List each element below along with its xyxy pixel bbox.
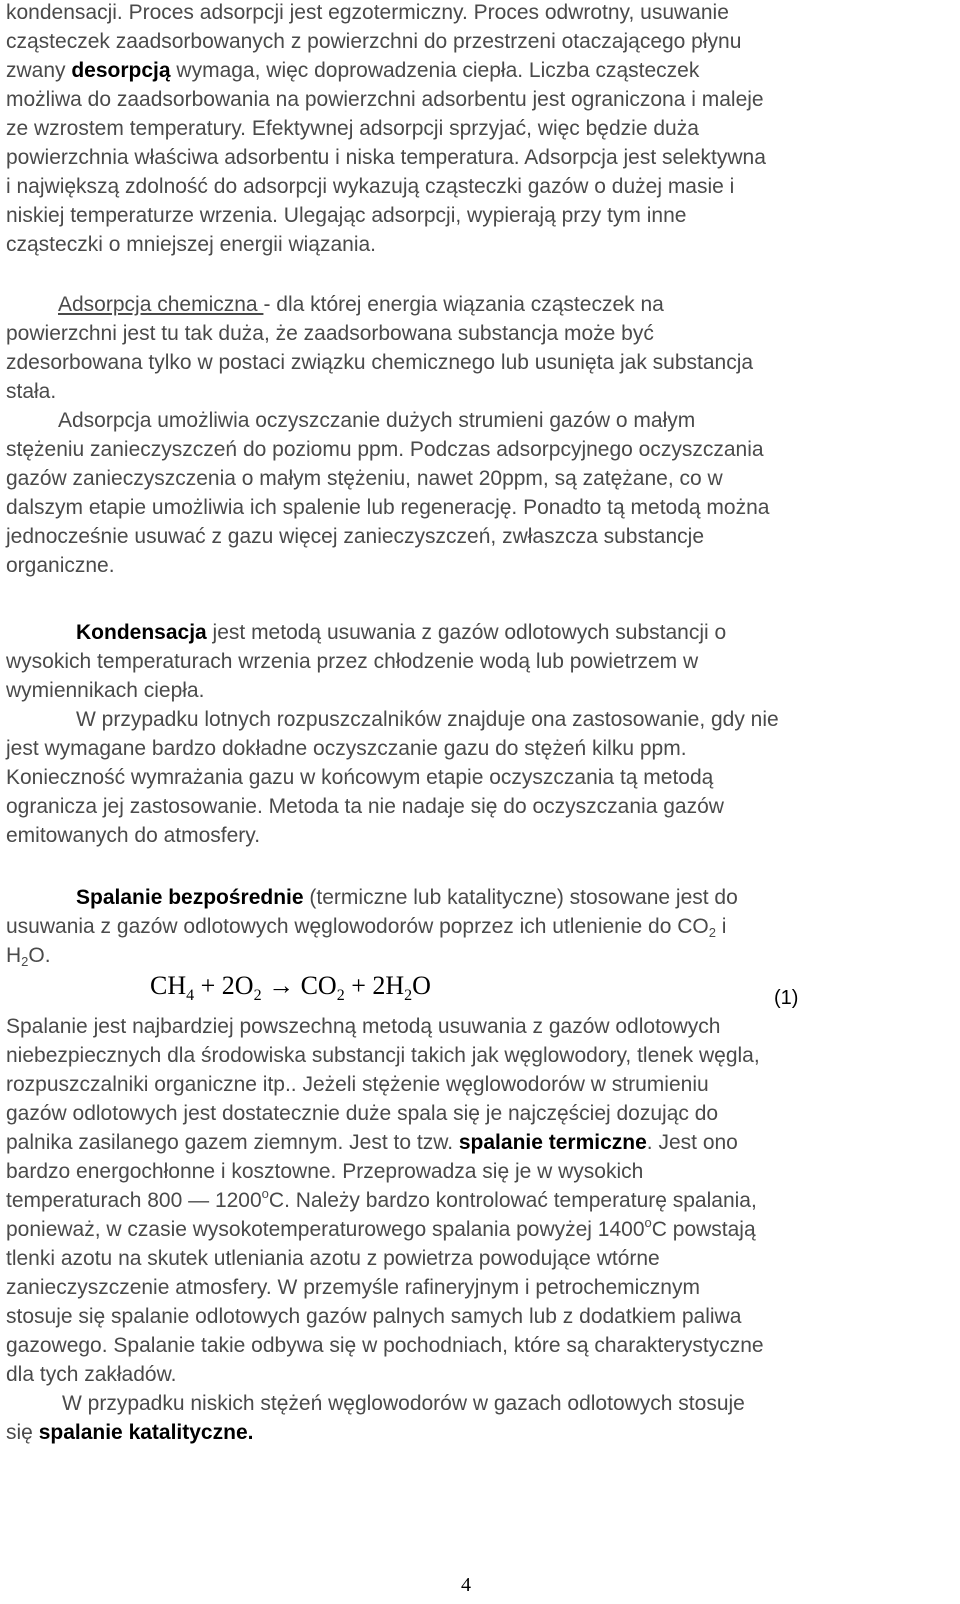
text-line: niskiej temperaturze wrzenia. Ulegając adsorpcji, wypierają przy tym inne [6, 204, 687, 227]
text-line: wysokich temperaturach wrzenia przez chłodzenie wodą lub powietrzem w [6, 650, 699, 673]
text-line [6, 1186, 936, 1215]
text-line: ogranicza jej zastosowanie. Metoda ta nie nadaje się do oczyszczania gazów [6, 795, 724, 818]
term-desorpcja: desorpcją [71, 59, 171, 82]
term-kondensacja: Kondensacja [76, 621, 207, 644]
text-line [6, 290, 936, 319]
text-span: (termiczne lub katalityczne) stosowane jest do [303, 886, 738, 909]
text-span: - dla której energia wiązania cząsteczek na [263, 293, 664, 316]
text-span: usuwania z gazów odlotowych węglowodorów poprzez ich utlenienie do CO [6, 915, 709, 938]
text-line: powierzchnia właściwa adsorbentu i niska temperatura. Adsorpcja jest selektywna [6, 146, 766, 169]
text-span: C. Należy bardzo kontrolować temperaturę spalania, [268, 1189, 757, 1212]
text-line: cząsteczek zaadsorbowanych z powierzchni do przestrzeni otaczającego płynu [6, 30, 742, 53]
subscript: 2 [21, 954, 29, 969]
text-line [6, 912, 936, 941]
text-line: emitowanych do atmosfery. [6, 824, 261, 847]
text-line: jest wymagane bardzo dokładne oczyszczanie gazu do stężeń kilku ppm. [6, 737, 687, 760]
text-line: powierzchni jest tu tak duża, że zaadsorbowana substancja może być [6, 322, 654, 345]
text-line: bardzo energochłonne i kosztowne. Przeprowadza się je w wysokich [6, 1160, 644, 1183]
text-span: się [6, 1421, 39, 1444]
text-line: jednocześnie usuwać z gazu więcej zanieczyszczeń, zwłaszcza substancje [6, 525, 705, 548]
paragraph-combustion-details [6, 1012, 936, 1447]
text-span: i [715, 915, 727, 938]
text-line [6, 1215, 936, 1244]
paragraph-chemical-adsorption [6, 290, 936, 580]
subscript: 4 [186, 987, 195, 1004]
equation-term: + 2H [344, 971, 405, 1000]
term-spalanie-bezposrednie: Spalanie bezpośrednie [76, 886, 304, 909]
text-line: stosuje się spalanie odlotowych gazów palnych samych lub z dodatkiem paliwa [6, 1305, 742, 1328]
text-line: dalszym etapie umożliwia ich spalenie lub regenerację. Ponadto tą metodą można [6, 496, 770, 519]
chemical-equation [150, 971, 431, 1004]
paragraph-adsorption-process [6, 0, 936, 259]
text-span: H [6, 944, 22, 967]
text-line [6, 56, 936, 85]
text-span: Adsorpcja umożliwia oczyszczanie dużych strumieni gazów o małym [58, 409, 696, 432]
page-number: 4 [461, 1574, 471, 1596]
text-line: kondensacji. Proces adsorpcji jest egzotermiczny. Proces odwrotny, usuwanie [6, 1, 729, 24]
text-line: Spalanie jest najbardziej powszechną metodą usuwania z gazów odlotowych [6, 1015, 721, 1038]
text-line: organiczne. [6, 554, 115, 577]
text-line: gazów odlotowych jest dostatecznie duże spala się je najczęściej dozując do [6, 1102, 719, 1125]
text-span: palnika zasilanego gazem ziemnym. Jest to tzw. [6, 1131, 459, 1154]
paragraph-direct-combustion [6, 883, 936, 970]
text-span: jest metodą usuwania z gazów odlotowych substancji o [206, 621, 727, 644]
term-adsorpcja-chemiczna: Adsorpcja chemiczna [58, 293, 264, 316]
text-span: ponieważ, w czasie wysokotemperaturowego spalania powyżej 1400 [6, 1218, 645, 1241]
text-line: gazów zanieczyszczenia o małym stężeniu, nawet 20ppm, są zatężane, co w [6, 467, 723, 490]
text-line [6, 1418, 936, 1447]
term-spalanie-termiczne: spalanie termiczne [458, 1131, 647, 1154]
text-span: W przypadku lotnych rozpuszczalników znajduje ona zastosowanie, gdy nie [76, 708, 779, 731]
equation-term: + 2O [194, 971, 254, 1000]
superscript: o [261, 1186, 269, 1201]
equation-term: CH [150, 971, 187, 1000]
text-line: zanieczyszczenie atmosfery. W przemyśle rafineryjnym i petrochemicznym [6, 1276, 700, 1299]
text-line: stężeniu zanieczyszczeń do poziomu ppm. Podczas adsorpcyjnego oczyszczania [6, 438, 764, 461]
text-line [6, 705, 936, 734]
subscript: 2 [404, 987, 413, 1004]
text-line: dla tych zakładów. [6, 1363, 177, 1386]
text-line: cząsteczki o mniejszej energii wiązania. [6, 233, 376, 256]
text-line: możliwa do zaadsorbowania na powierzchni adsorbentu jest ograniczona i maleje [6, 88, 764, 111]
text-line [6, 883, 936, 912]
text-line [6, 406, 936, 435]
text-span: temperaturach 800 — 1200 [6, 1189, 262, 1212]
text-line: wymiennikach ciepła. [6, 679, 205, 702]
text-line [6, 941, 936, 970]
text-line [6, 1128, 936, 1157]
text-span: . Jest ono [646, 1131, 738, 1154]
equation-term: O [412, 971, 431, 1000]
text-line: zdesorbowana tylko w postaci związku chemicznego lub usunięta jak substancja [6, 351, 754, 374]
equation-number: (1) [774, 987, 799, 1009]
equation-term: → CO [261, 971, 337, 1000]
text-span: wymaga, więc doprowadzenia ciepła. Liczba cząsteczek [170, 59, 700, 82]
text-line [6, 618, 936, 647]
text-line: rozpuszczalniki organiczne itp.. Jeżeli stężenie węglowodorów w strumieniu [6, 1073, 709, 1096]
text-span: zwany [6, 59, 72, 82]
paragraph-condensation [6, 618, 936, 850]
term-spalanie-katalityczne: spalanie katalityczne. [38, 1421, 254, 1444]
subscript: 2 [708, 925, 716, 940]
subscript: 2 [253, 987, 262, 1004]
text-line: niebezpiecznych dla środowiska substancji takich jak węglowodory, tlenek węgla, [6, 1044, 760, 1067]
text-line: Konieczność wymrażania gazu w końcowym etapie oczyszczania tą metodą [6, 766, 714, 789]
superscript: o [644, 1215, 652, 1230]
text-line: i największą zdolność do adsorpcji wykazują cząsteczki gazów o dużej masie i [6, 175, 735, 198]
text-span: W przypadku niskich stężeń węglowodorów w gazach odlotowych stosuje [62, 1392, 745, 1415]
text-line: ze wzrostem temperatury. Efektywnej adsorpcji sprzyjać, więc będzie duża [6, 117, 699, 140]
text-line: gazowego. Spalanie takie odbywa się w pochodniach, które są charakterystyczne [6, 1334, 764, 1357]
text-line [6, 1389, 936, 1418]
text-span: O. [28, 944, 51, 967]
text-line: stała. [6, 380, 57, 403]
text-span: C powstają [651, 1218, 756, 1241]
text-line: tlenki azotu na skutek utleniania azotu z powietrza powodujące wtórne [6, 1247, 660, 1270]
subscript: 2 [336, 987, 345, 1004]
